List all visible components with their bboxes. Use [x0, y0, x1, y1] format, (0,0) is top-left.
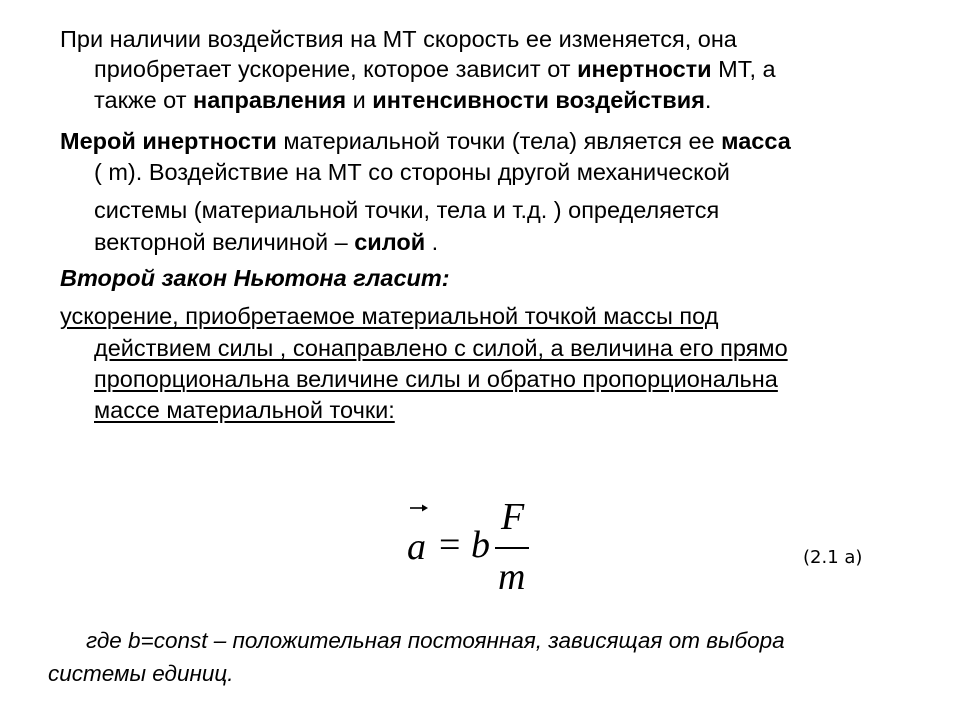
law-line3: пропорциональна величине силы и обратно пропорциональна: [94, 366, 778, 392]
para1-line1-text: При наличии воздействия на МТ скорость ее изменяется, она: [60, 26, 737, 52]
para2-line4: [94, 227, 438, 257]
vector-arrow-icon: [409, 503, 429, 513]
equation-number: (2.1 а): [803, 547, 863, 568]
para2-line1-text: материальной точки (тела) является ее: [276, 128, 722, 154]
term-intensity: интенсивности воздействия: [372, 87, 705, 113]
para2-line4-text: векторной величиной –: [94, 229, 355, 255]
para1-line3-end: .: [704, 87, 712, 113]
term-inertness: инертности: [577, 56, 712, 82]
para2-line2-text: ( m). Воздействие на МТ со стороны другой механической: [94, 159, 730, 185]
para1-line3-text: также от: [94, 87, 194, 113]
para1-line2: [94, 54, 776, 84]
formula: [395, 495, 545, 605]
law-heading: Второй закон Ньютона гласит:: [60, 265, 450, 291]
para2-line3: [94, 195, 719, 225]
term-force: силой: [354, 229, 426, 255]
para2-line4-end: .: [425, 229, 439, 255]
term-measure-of-inertness: Мерой инертности: [60, 128, 277, 154]
formula-acceleration: a: [407, 526, 426, 568]
para1-line3: [94, 85, 711, 115]
term-mass: масса: [721, 128, 791, 154]
note-line2: системы единиц.: [48, 661, 234, 686]
formula-numerator: F: [501, 496, 525, 538]
para1-line3-and: и: [346, 87, 373, 113]
para1-line2-text: приобретает ускорение, которое зависит от: [94, 56, 578, 82]
para2-line1: [60, 126, 791, 156]
law-line1: ускорение, приобретаемое материальной точкой массы под: [60, 303, 719, 329]
law-line4: массе материальной точки:: [94, 397, 395, 423]
formula-coefficient: b: [471, 524, 490, 566]
formula-equals: =: [439, 524, 461, 566]
para1-line2-tail: МТ, а: [711, 56, 776, 82]
note-line1: где b=const – положительная постоянная, зависящая от выбора: [86, 628, 785, 653]
term-direction: направления: [193, 87, 347, 113]
para2-line2: [94, 157, 730, 187]
law-line2: действием силы , сонаправлено с силой, а величина его прямо: [94, 335, 788, 361]
para2-line3-text: системы (материальной точки, тела и т.д. ) определяется: [94, 197, 720, 223]
formula-denominator: m: [498, 556, 526, 598]
para1-line1: [60, 24, 737, 54]
fraction-bar: [495, 547, 529, 549]
